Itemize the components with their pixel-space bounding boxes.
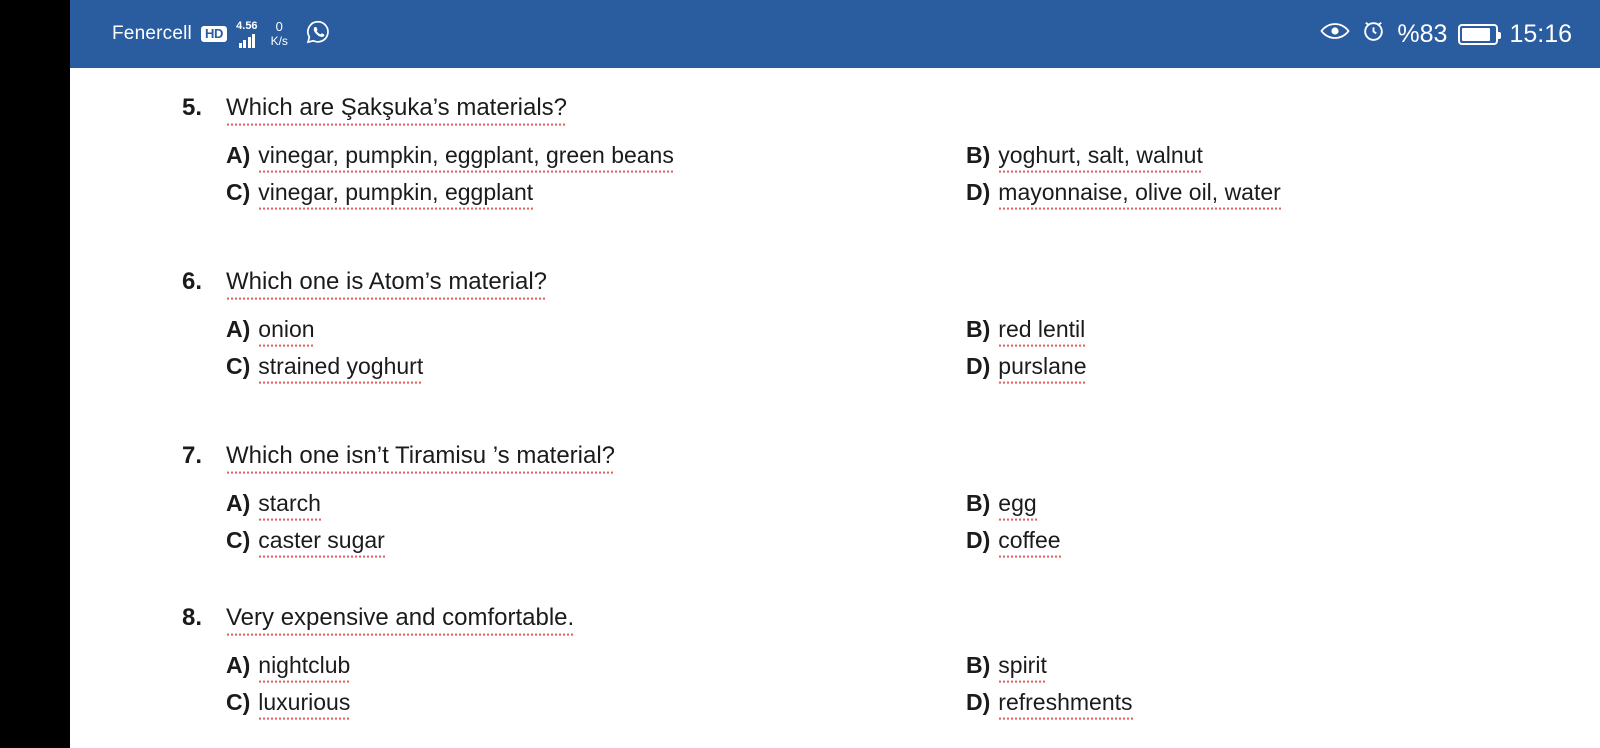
option-letter: A) [226, 142, 251, 168]
signal-rate-label: 4.56 [236, 19, 258, 32]
option-grid [70, 316, 1600, 384]
option-letter: C) [226, 353, 251, 379]
signal-bars-icon [239, 33, 256, 48]
question-block [70, 268, 1600, 384]
battery-percent-label: %83 [1397, 19, 1448, 48]
option-letter: A) [226, 316, 251, 342]
question-heading [70, 604, 1600, 638]
question-number: 8. [182, 604, 203, 631]
option-label: refreshments [998, 689, 1132, 720]
option-d[interactable] [966, 353, 1600, 384]
option-a[interactable] [226, 316, 966, 347]
question-heading [70, 268, 1600, 302]
option-label: mayonnaise, olive oil, water [998, 179, 1281, 210]
question-block [70, 604, 1600, 720]
question-text: Which one isn’t Tiramisu ’s material? [226, 442, 615, 476]
option-label: vinegar, pumpkin, eggplant, green beans [258, 142, 674, 173]
option-a[interactable] [226, 490, 966, 521]
option-label: coffee [998, 527, 1060, 558]
option-letter: C) [226, 527, 251, 553]
option-grid [70, 142, 1600, 210]
option-label: egg [998, 490, 1036, 521]
whatsapp-icon [305, 19, 331, 50]
option-b[interactable] [966, 490, 1600, 521]
question-text: Which are Şakşuka’s materials? [226, 94, 567, 128]
option-c[interactable] [226, 179, 966, 210]
alarm-clock-icon [1361, 18, 1386, 50]
option-label: luxurious [258, 689, 350, 720]
option-letter: C) [226, 689, 251, 715]
option-b[interactable] [966, 142, 1600, 173]
question-number: 5. [182, 94, 203, 121]
option-letter: A) [226, 652, 251, 678]
option-d[interactable] [966, 527, 1600, 558]
option-label: starch [258, 490, 321, 521]
option-letter: D) [966, 689, 991, 715]
option-letter: B) [966, 142, 991, 168]
option-letter: C) [226, 179, 251, 205]
option-letter: D) [966, 179, 991, 205]
eye-icon [1320, 20, 1350, 49]
option-label: yoghurt, salt, walnut [998, 142, 1203, 173]
hd-badge: HD [201, 26, 227, 42]
network-speed-value: 0 [275, 19, 283, 35]
option-a[interactable] [226, 652, 966, 683]
network-speed-indicator [271, 20, 288, 47]
option-d[interactable] [966, 179, 1600, 210]
option-c[interactable] [226, 527, 966, 558]
option-c[interactable] [226, 689, 966, 720]
option-letter: A) [226, 490, 251, 516]
carrier-label: Fenercell [112, 23, 192, 44]
option-letter: B) [966, 316, 991, 342]
option-b[interactable] [966, 316, 1600, 347]
option-label: strained yoghurt [258, 353, 423, 384]
clock-label: 15:16 [1509, 19, 1572, 48]
option-letter: D) [966, 353, 991, 379]
option-label: spirit [998, 652, 1047, 683]
option-label: vinegar, pumpkin, eggplant [258, 179, 533, 210]
option-grid [70, 652, 1600, 720]
status-bar [70, 0, 1600, 68]
option-label: caster sugar [258, 527, 385, 558]
option-label: purslane [998, 353, 1086, 384]
spacer [70, 384, 1600, 442]
option-d[interactable] [966, 689, 1600, 720]
question-number: 7. [182, 442, 203, 469]
question-block [70, 94, 1600, 210]
option-a[interactable] [226, 142, 966, 173]
spacer [70, 558, 1600, 604]
option-label: nightclub [258, 652, 350, 683]
network-speed-unit: K/s [270, 33, 288, 48]
status-bar-right [1320, 18, 1572, 50]
signal-strength-icon [236, 21, 257, 48]
option-letter: D) [966, 527, 991, 553]
question-text: Which one is Atom’s material? [226, 268, 547, 302]
phone-screen [70, 0, 1600, 748]
spacer [70, 210, 1600, 268]
question-heading [70, 442, 1600, 476]
option-grid [70, 490, 1600, 558]
question-number: 6. [182, 268, 203, 295]
question-block [70, 442, 1600, 558]
option-b[interactable] [966, 652, 1600, 683]
option-label: red lentil [998, 316, 1085, 347]
option-letter: B) [966, 490, 991, 516]
question-heading [70, 94, 1600, 128]
worksheet-content [70, 68, 1600, 720]
option-c[interactable] [226, 353, 966, 384]
option-letter: B) [966, 652, 991, 678]
option-label: onion [258, 316, 314, 347]
battery-icon [1458, 24, 1498, 45]
status-bar-left [112, 19, 331, 50]
question-text: Very expensive and comfortable. [226, 604, 574, 638]
